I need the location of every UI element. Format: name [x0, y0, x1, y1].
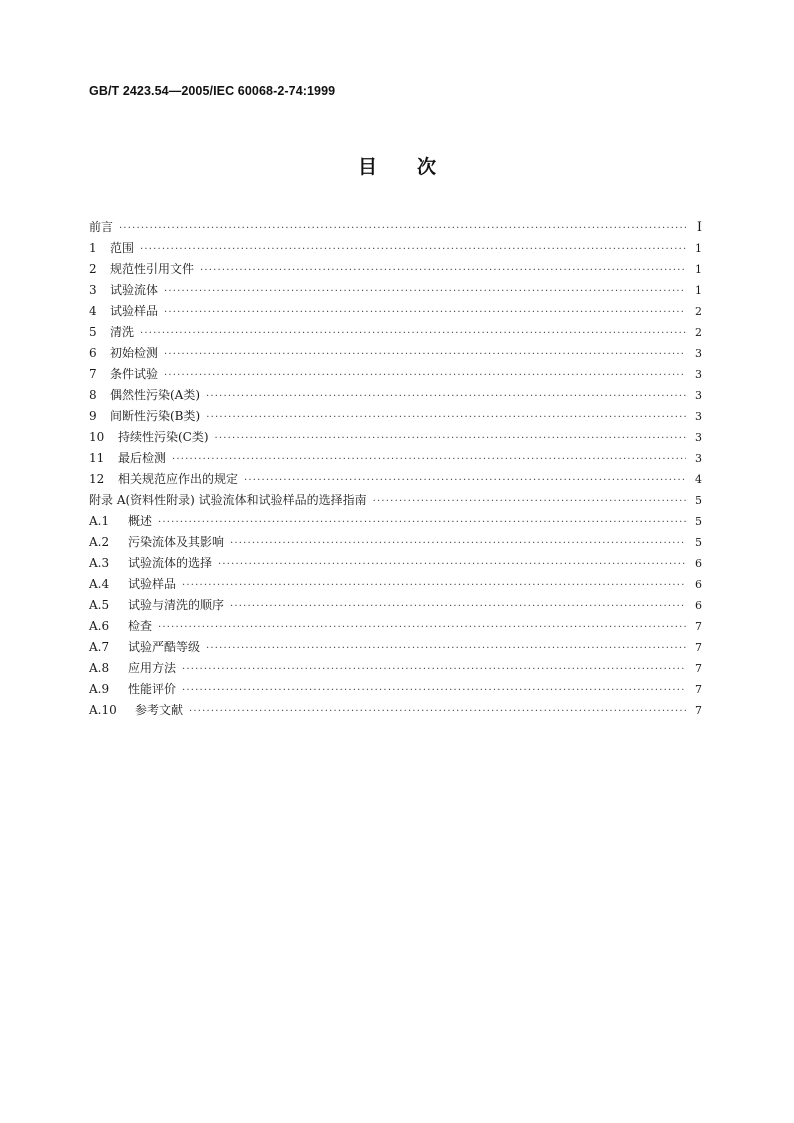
title-part-2: 次	[417, 156, 437, 178]
toc-row-3[interactable]	[89, 280, 702, 301]
toc-page: 6	[695, 599, 702, 612]
toc-leader	[164, 365, 686, 386]
title-part-1: 目	[357, 156, 377, 178]
toc-label: 试验样品	[128, 577, 177, 591]
toc-label: 试验与清洗的顺序	[128, 598, 225, 612]
toc-number: A.10	[89, 703, 117, 717]
toc-label: 试验流体的选择	[128, 556, 213, 570]
toc-number: 4	[89, 304, 97, 318]
toc-leader	[215, 428, 686, 449]
toc-number: 7	[89, 367, 97, 381]
document-id: GB/T 2423.54—2005/IEC 60068-2-74:1999	[89, 84, 336, 98]
toc-label: 应用方法	[128, 661, 177, 675]
toc-row-10[interactable]	[89, 427, 702, 448]
toc-number: A.8	[89, 661, 110, 675]
toc-leader	[164, 344, 686, 365]
toc-label: 范围	[110, 241, 135, 255]
toc-label: 规范性引用文件	[110, 262, 195, 276]
toc-number: A.2	[89, 535, 110, 549]
toc-row-7[interactable]	[89, 364, 702, 385]
toc-leader	[182, 680, 686, 701]
toc-row-a10[interactable]	[89, 700, 702, 721]
toc-page: 3	[695, 389, 702, 402]
toc-row-a9[interactable]	[89, 679, 702, 700]
toc-leader	[164, 281, 686, 302]
toc-leader	[140, 239, 686, 260]
toc-number: 5	[89, 325, 97, 339]
toc-row-12[interactable]	[89, 469, 702, 490]
page-title	[0, 152, 794, 179]
toc-label: 参考文献	[135, 703, 184, 717]
toc-number: 6	[89, 346, 97, 360]
toc-page: 7	[695, 683, 702, 696]
toc-row-foreword[interactable]	[89, 217, 702, 238]
toc-row-11[interactable]	[89, 448, 702, 469]
toc-leader	[230, 596, 686, 617]
toc-label: 试验样品	[110, 304, 159, 318]
toc-label: 前言	[89, 220, 114, 234]
toc-number: 9	[89, 409, 97, 423]
toc-row-5[interactable]	[89, 322, 702, 343]
toc-number: A.9	[89, 682, 110, 696]
toc-page: 1	[695, 242, 702, 255]
toc-row-1[interactable]	[89, 238, 702, 259]
toc-row-8[interactable]	[89, 385, 702, 406]
toc-page: 7	[695, 662, 702, 675]
toc-number: 1	[89, 241, 97, 255]
toc-number: A.6	[89, 619, 110, 633]
toc-number: A.7	[89, 640, 110, 654]
toc-page: 1	[695, 284, 702, 297]
toc-leader	[230, 533, 686, 554]
toc-leader	[158, 617, 686, 638]
toc-number: 8	[89, 388, 97, 402]
toc-page: 7	[695, 620, 702, 633]
toc-page: 5	[695, 494, 702, 507]
toc-label: 条件试验	[110, 367, 159, 381]
toc-label: 性能评价	[128, 682, 177, 696]
toc-page: 3	[695, 347, 702, 360]
toc-number: A.4	[89, 577, 110, 591]
toc-leader	[206, 638, 686, 659]
toc-leader	[182, 659, 686, 680]
toc-row-a4[interactable]	[89, 574, 702, 595]
toc-number: 11	[89, 451, 105, 465]
toc-page: 1	[695, 263, 702, 276]
toc-row-2[interactable]	[89, 259, 702, 280]
toc-page: 5	[695, 536, 702, 549]
toc-label: 试验流体	[110, 283, 159, 297]
toc-leader	[164, 302, 686, 323]
toc-leader	[200, 260, 686, 281]
toc-row-a7[interactable]	[89, 637, 702, 658]
toc-row-a8[interactable]	[89, 658, 702, 679]
toc-leader	[182, 575, 686, 596]
toc-page: 7	[695, 641, 702, 654]
toc-label: 初始检测	[110, 346, 159, 360]
toc-row-6[interactable]	[89, 343, 702, 364]
toc-leader	[140, 323, 686, 344]
toc-number: 3	[89, 283, 97, 297]
toc-number: A.5	[89, 598, 110, 612]
toc-page: 5	[695, 515, 702, 528]
toc-number: 2	[89, 262, 97, 276]
toc-label: 偶然性污染(A类)	[110, 388, 201, 402]
toc-row-a5[interactable]	[89, 595, 702, 616]
toc-leader	[373, 491, 686, 512]
toc-page: 3	[695, 431, 702, 444]
toc-label: 间断性污染(B类)	[110, 409, 201, 423]
toc-leader	[206, 407, 686, 428]
toc-page: 2	[695, 305, 702, 318]
toc-page: 3	[695, 452, 702, 465]
toc-row-annex-a[interactable]	[89, 490, 702, 511]
toc-row-9[interactable]	[89, 406, 702, 427]
toc-label: 清洗	[110, 325, 135, 339]
toc-number: A.1	[89, 514, 110, 528]
toc-page: 6	[695, 578, 702, 591]
toc-label: 相关规范应作出的规定	[118, 472, 239, 486]
toc-number: 12	[89, 472, 105, 486]
toc-number: A.3	[89, 556, 110, 570]
toc-page: 3	[695, 368, 702, 381]
toc-label: 持续性污染(C类)	[118, 430, 209, 444]
toc-leader	[119, 218, 686, 239]
toc-page: 4	[695, 473, 702, 486]
toc-leader	[172, 449, 686, 470]
toc-page: I	[696, 220, 702, 235]
toc-leader	[158, 512, 686, 533]
toc-page: 7	[695, 704, 702, 717]
toc-page: 3	[695, 410, 702, 423]
table-of-contents	[89, 217, 702, 721]
toc-number: 10	[89, 430, 105, 444]
toc-row-a6[interactable]	[89, 616, 702, 637]
toc-leader	[244, 470, 686, 491]
toc-leader	[218, 554, 686, 575]
toc-row-4[interactable]	[89, 301, 702, 322]
toc-label: 污染流体及其影响	[128, 535, 225, 549]
toc-label: 附录 A(资料性附录) 试验流体和试验样品的选择指南	[89, 493, 367, 507]
toc-label: 概述	[128, 514, 153, 528]
toc-label: 最后检测	[118, 451, 167, 465]
toc-leader	[189, 701, 686, 722]
toc-row-a3[interactable]	[89, 553, 702, 574]
toc-row-a2[interactable]	[89, 532, 702, 553]
toc-row-a1[interactable]	[89, 511, 702, 532]
toc-label: 试验严酷等级	[128, 640, 201, 654]
toc-leader	[206, 386, 686, 407]
toc-page: 6	[695, 557, 702, 570]
toc-page: 2	[695, 326, 702, 339]
toc-label: 检查	[128, 619, 153, 633]
